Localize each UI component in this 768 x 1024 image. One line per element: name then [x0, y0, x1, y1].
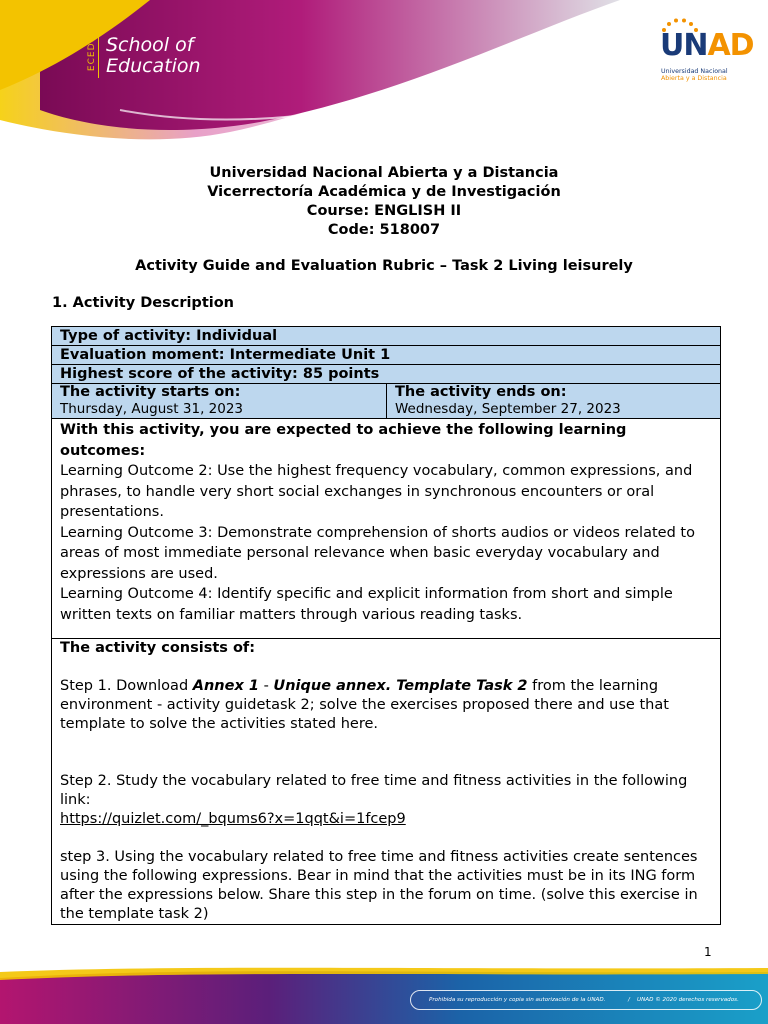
activity-description-table	[51, 326, 721, 925]
step-1	[60, 677, 712, 734]
learning-outcome-3: Learning Outcome 3: Demonstrate comprehension of shorts audios or videos related to areas of most immediate personal relevance when basic everyday vocabulary and expressions are used.	[60, 524, 695, 582]
quizlet-link[interactable]: https://quizlet.com/_bqums6?x=1qqt&i=1fcep9	[60, 811, 406, 827]
evaluation-moment-cell: Evaluation moment: Intermediate Unit 1	[52, 346, 721, 365]
start-date-value: Thursday, August 31, 2023	[60, 401, 244, 417]
university-name: Universidad Nacional Abierta y a Distancia	[209, 165, 559, 181]
end-date-label: The activity ends on:	[395, 384, 567, 400]
school-logo-line1: School of	[106, 34, 194, 56]
outcomes-lead: With this activity, you are expected to achieve the following learning outcomes:	[60, 422, 627, 459]
section-heading: 1. Activity Description	[52, 295, 235, 311]
learning-outcome-4: Learning Outcome 4: Identify specific and explicit information from short and simple written texts on familiar matters through various reading tasks.	[60, 586, 673, 623]
unad-logo	[660, 18, 754, 88]
table-row	[52, 346, 721, 365]
highest-score-cell: Highest score of the activity: 85 points	[52, 365, 721, 384]
course-code: Code: 518007	[327, 222, 441, 238]
footer-separator: /	[628, 997, 630, 1003]
start-date-cell	[52, 384, 387, 419]
table-row	[52, 419, 721, 639]
school-logo-line2: Education	[106, 55, 201, 77]
end-date-cell	[387, 384, 721, 419]
step-2: Step 2. Study the vocabulary related to free time and fitness activities in the following link:	[60, 773, 688, 808]
table-row	[52, 384, 721, 419]
table-row	[52, 365, 721, 384]
step1-prefix: Step 1. Download	[60, 678, 193, 694]
header-banner	[0, 0, 768, 150]
learning-outcome-2: Learning Outcome 2: Use the highest frequency vocabulary, common expressions, and phrases, to handle very short social exchanges in synchronous encounters or oral presentations.	[60, 463, 693, 520]
activity-steps-cell	[52, 639, 721, 925]
unique-annex-label: Unique annex. Template Task 2	[273, 678, 528, 694]
unad-word-un: UN	[660, 28, 708, 63]
page-number: 1	[704, 945, 712, 959]
step1-dash: -	[258, 678, 274, 694]
consists-lead: The activity consists of:	[60, 640, 256, 656]
table-row	[52, 639, 721, 925]
document-title-block	[0, 164, 768, 240]
start-date-label: The activity starts on:	[60, 384, 241, 400]
vicerrectoria-name: Vicerrectoría Académica y de Investigación	[207, 184, 561, 200]
guide-title: Activity Guide and Evaluation Rubric – Task 2 Living leisurely	[135, 258, 633, 274]
learning-outcomes-cell	[52, 419, 721, 639]
footer-copyright: UNAD © 2020 derechos reservados.	[637, 997, 739, 1003]
annex-1-label: Annex 1	[192, 678, 259, 694]
footer-notice: Prohibida su reproducción y copia sin autorización de la UNAD.	[429, 997, 606, 1003]
course-name: Course: ENGLISH II	[306, 203, 462, 219]
unad-subtitle-2: Abierta y a Distancia	[661, 75, 727, 82]
footer-copyright-pill	[410, 990, 762, 1010]
unad-subtitle-1: Universidad Nacional	[661, 68, 728, 75]
unad-word-ad: AD	[707, 28, 754, 63]
step1-suffix: from the learning environment - activity guidetask 2; solve the exercises proposed there and use that template to solve the activities stated here.	[60, 678, 669, 732]
activity-type-cell: Type of activity: Individual	[52, 327, 721, 346]
table-row	[52, 327, 721, 346]
end-date-value: Wednesday, September 27, 2023	[395, 401, 621, 417]
step-3: step 3. Using the vocabulary related to free time and fitness activities create sentences using the following expressions. Bear in mind that the activities must be in its ING form after the expressions below. Share this step in the forum on time. (solve this exercise in the template task 2)	[60, 849, 698, 922]
ecedu-label: ECEDU	[87, 34, 98, 72]
